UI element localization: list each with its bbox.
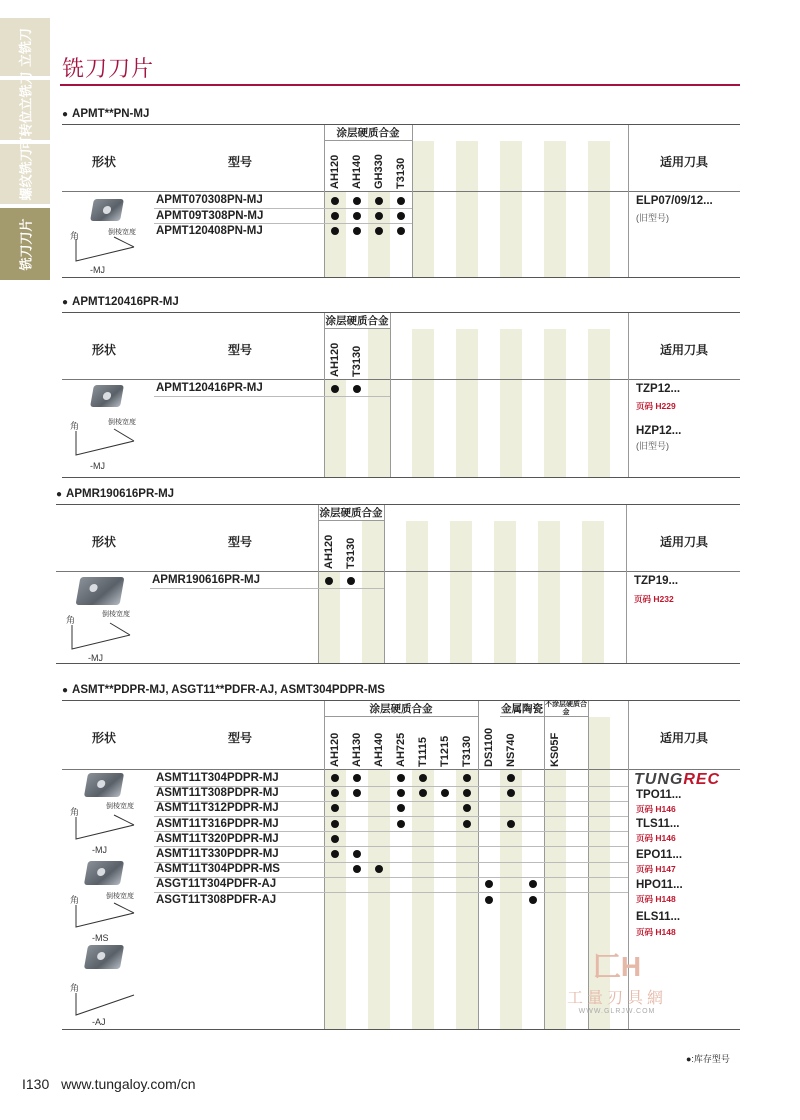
model-name[interactable]: ASMT11T304PDPR-MJ bbox=[156, 772, 279, 784]
stock-dot bbox=[397, 804, 405, 812]
tool-header: 适用刀具 bbox=[660, 731, 709, 745]
stock-dot bbox=[353, 212, 361, 220]
stock-dot bbox=[353, 865, 361, 873]
model-name[interactable]: ASMT11T320PDPR-MJ bbox=[156, 832, 279, 845]
side-tab-end-mill[interactable]: 立铣刀 bbox=[0, 18, 50, 76]
insert-illustration-ms: 角 倒棱宽度 -MS bbox=[68, 861, 152, 951]
stock-dot bbox=[353, 850, 361, 858]
page-number: I130 bbox=[22, 1076, 50, 1092]
insert-illustration: 角 倒棱宽度 -MJ bbox=[68, 383, 148, 473]
cermet-label: 金属陶瓷 bbox=[501, 703, 543, 715]
tool-page-ref[interactable]: 页码 H232 bbox=[634, 594, 674, 604]
stock-dot bbox=[331, 385, 339, 393]
coated-carbide-label: 涂层硬质合金 bbox=[319, 507, 383, 519]
coated-carbide-label: 涂层硬质合金 bbox=[325, 315, 389, 327]
stock-dot bbox=[325, 577, 333, 585]
model-name[interactable]: ASMT11T308PDPR-MJ bbox=[156, 787, 279, 800]
title-rule bbox=[60, 84, 740, 86]
tool-name[interactable]: TZP19... bbox=[634, 575, 679, 587]
tool-page-ref[interactable]: 页码 H148 bbox=[636, 894, 676, 904]
tool-name[interactable]: TLS11... bbox=[636, 818, 680, 830]
side-tab-milling-inserts[interactable]: 铣刀刀片 bbox=[0, 208, 50, 280]
section-1-title: ● APMT**PN-MJ bbox=[62, 108, 149, 120]
insert-image bbox=[84, 773, 124, 797]
stock-dot bbox=[397, 197, 405, 205]
insert-image bbox=[90, 199, 124, 221]
grade-header: AH120 bbox=[329, 154, 341, 189]
stock-dot bbox=[353, 227, 361, 235]
model-name[interactable]: APMT120416PR-MJ bbox=[156, 382, 263, 394]
stock-dot bbox=[397, 227, 405, 235]
insert-profile-diagram bbox=[70, 621, 134, 651]
watermark bbox=[562, 945, 672, 1015]
watermark-url: WWW.GLRJW.COM bbox=[578, 1008, 656, 1015]
stock-dot bbox=[353, 774, 361, 782]
tool-name[interactable]: HPO11... bbox=[636, 879, 683, 891]
grade-header: T1115 bbox=[417, 737, 429, 767]
stock-dot bbox=[485, 880, 493, 888]
stock-dot bbox=[347, 577, 355, 585]
grade-header: T3130 bbox=[461, 735, 473, 767]
insert-illustration-aj: 角 -AJ bbox=[68, 945, 152, 1031]
model-name[interactable]: ASGT11T308PDFR-AJ bbox=[156, 893, 277, 906]
insert-illustration-mj: 角 倒棱宽度 -MJ bbox=[68, 771, 152, 867]
stock-dot bbox=[375, 227, 383, 235]
tool-name[interactable]: TPO11... bbox=[636, 789, 682, 801]
model-header: 型号 bbox=[228, 155, 253, 169]
side-tab-indexable-end-mill[interactable]: 可转位立铣刀 bbox=[0, 80, 50, 140]
model-name[interactable]: APMR190616PR-MJ bbox=[152, 574, 261, 586]
tool-header: 适用刀具 bbox=[660, 535, 709, 549]
insert-image bbox=[76, 577, 125, 605]
stock-dot bbox=[353, 197, 361, 205]
tool-header: 适用刀具 bbox=[660, 343, 709, 357]
stock-dot bbox=[419, 774, 427, 782]
grade-header: KS05F bbox=[549, 732, 561, 767]
insert-image bbox=[90, 385, 124, 407]
tool-note: (旧型号) bbox=[636, 441, 669, 451]
tool-note: (旧型号) bbox=[636, 213, 669, 223]
tool-page-ref[interactable]: 页码 H147 bbox=[636, 864, 676, 874]
grade-header: AH140 bbox=[373, 732, 385, 767]
tool-page-ref[interactable]: 页码 H146 bbox=[636, 833, 676, 843]
grade-header: T3130 bbox=[395, 157, 407, 189]
grade-header: DS1100 bbox=[483, 727, 495, 767]
stock-dot bbox=[507, 774, 515, 782]
grade-header: AH140 bbox=[351, 154, 363, 189]
stock-dot bbox=[529, 880, 537, 888]
shape-header: 形状 bbox=[92, 343, 117, 357]
model-header: 型号 bbox=[228, 343, 253, 357]
grade-header: T3130 bbox=[351, 345, 363, 377]
model-header: 型号 bbox=[228, 535, 253, 549]
tool-page-ref[interactable]: 页码 H229 bbox=[636, 401, 676, 411]
stock-dot bbox=[331, 850, 339, 858]
grade-header: AH120 bbox=[329, 342, 341, 377]
page-title: 铣刀刀片 bbox=[62, 56, 155, 81]
grade-header: T1215 bbox=[439, 735, 451, 767]
stock-dot bbox=[485, 896, 493, 904]
insert-image bbox=[84, 861, 124, 885]
stock-dot bbox=[353, 789, 361, 797]
grade-header: NS740 bbox=[505, 733, 517, 767]
model-name[interactable]: ASGT11T304PDFR-AJ bbox=[156, 878, 277, 891]
insert-image bbox=[84, 945, 124, 969]
table-section-2 bbox=[62, 312, 740, 478]
insert-illustration: 角 倒棱宽度 -MJ bbox=[68, 195, 148, 275]
tool-name[interactable]: HZP12... bbox=[636, 425, 682, 437]
insert-profile-diagram bbox=[74, 235, 138, 263]
coated-carbide-label: 涂层硬质合金 bbox=[324, 125, 412, 141]
shape-header: 形状 bbox=[92, 731, 117, 745]
insert-profile-diagram bbox=[74, 427, 138, 457]
insert-profile-diagram bbox=[74, 813, 138, 841]
stock-dot bbox=[331, 774, 339, 782]
shape-header: 形状 bbox=[92, 155, 117, 169]
grade-header: AH120 bbox=[329, 732, 341, 767]
stock-footnote: ●:库存型号 bbox=[686, 1054, 730, 1064]
grade-header: T3130 bbox=[345, 537, 357, 569]
section-3-title: ● APMR190616PR-MJ bbox=[56, 488, 174, 500]
tool-header: 适用刀具 bbox=[660, 155, 709, 169]
stock-dot bbox=[331, 197, 339, 205]
website-link[interactable]: www.tungaloy.com/cn bbox=[61, 1076, 196, 1092]
stock-dot bbox=[507, 820, 515, 828]
tungrec-logo: TUNGREC bbox=[634, 771, 721, 788]
tool-name[interactable]: ELS11... bbox=[636, 911, 681, 923]
stock-dot bbox=[331, 820, 339, 828]
stock-dot bbox=[331, 227, 339, 235]
watermark-logo: 匚H bbox=[592, 951, 642, 982]
shape-header: 形状 bbox=[92, 535, 117, 549]
grade-header: GH330 bbox=[373, 154, 385, 189]
side-tab-thread-mill[interactable]: 螺纹铣刀 bbox=[0, 144, 50, 204]
model-name[interactable]: ASMT11T304PDPR-MS bbox=[156, 863, 280, 876]
stock-dot bbox=[331, 212, 339, 220]
stock-dot bbox=[375, 197, 383, 205]
insert-profile-diagram bbox=[74, 989, 138, 1017]
coated-carbide-label: 涂层硬质合金 bbox=[324, 701, 478, 717]
model-header: 型号 bbox=[228, 731, 253, 745]
model-name[interactable]: ASMT11T312PDPR-MJ bbox=[156, 802, 279, 815]
stock-dot bbox=[353, 385, 361, 393]
tool-page-ref[interactable]: 页码 H148 bbox=[636, 927, 676, 937]
stock-dot bbox=[397, 774, 405, 782]
stock-dot bbox=[529, 896, 537, 904]
grade-header: AH725 bbox=[395, 732, 407, 767]
model-name[interactable]: APMT120408PN-MJ bbox=[156, 225, 263, 237]
stock-dot bbox=[441, 789, 449, 797]
section-4-title: ● ASMT**PDPR-MJ, ASGT11**PDFR-AJ, ASMT304PDPR-MS bbox=[62, 684, 385, 696]
stock-dot bbox=[375, 212, 383, 220]
stock-dot bbox=[397, 820, 405, 828]
stock-dot bbox=[463, 774, 471, 782]
model-name[interactable]: APMT09T308PN-MJ bbox=[156, 210, 264, 222]
footer bbox=[22, 1076, 196, 1092]
section-2-title: ● APMT120416PR-MJ bbox=[62, 296, 179, 308]
grade-header: AH130 bbox=[351, 732, 363, 767]
side-tabs bbox=[0, 18, 50, 284]
model-name[interactable]: ASMT11T330PDPR-MJ bbox=[156, 848, 279, 860]
stock-dot bbox=[397, 212, 405, 220]
stock-dot bbox=[397, 789, 405, 797]
model-name[interactable]: ASMT11T316PDPR-MJ bbox=[156, 817, 279, 830]
table-section-3 bbox=[56, 504, 740, 664]
tool-name[interactable]: ELP07/09/12... bbox=[636, 195, 713, 207]
insert-illustration: 角 倒棱宽度 -MJ bbox=[64, 575, 148, 663]
stock-dot bbox=[463, 820, 471, 828]
tool-page-ref[interactable]: 页码 H146 bbox=[636, 804, 676, 814]
stock-dot bbox=[331, 835, 339, 843]
insert-profile-diagram bbox=[74, 901, 138, 929]
model-name[interactable]: APMT070308PN-MJ bbox=[156, 194, 263, 206]
tool-name[interactable]: EPO11... bbox=[636, 849, 683, 861]
tool-name[interactable]: TZP12... bbox=[636, 383, 681, 395]
table-section-1 bbox=[62, 124, 740, 278]
grade-header: AH120 bbox=[323, 534, 335, 569]
uncoated-carbide-label: 不涂层硬质合金 bbox=[545, 701, 587, 716]
watermark-text: 工量刃具網 bbox=[566, 990, 667, 1007]
